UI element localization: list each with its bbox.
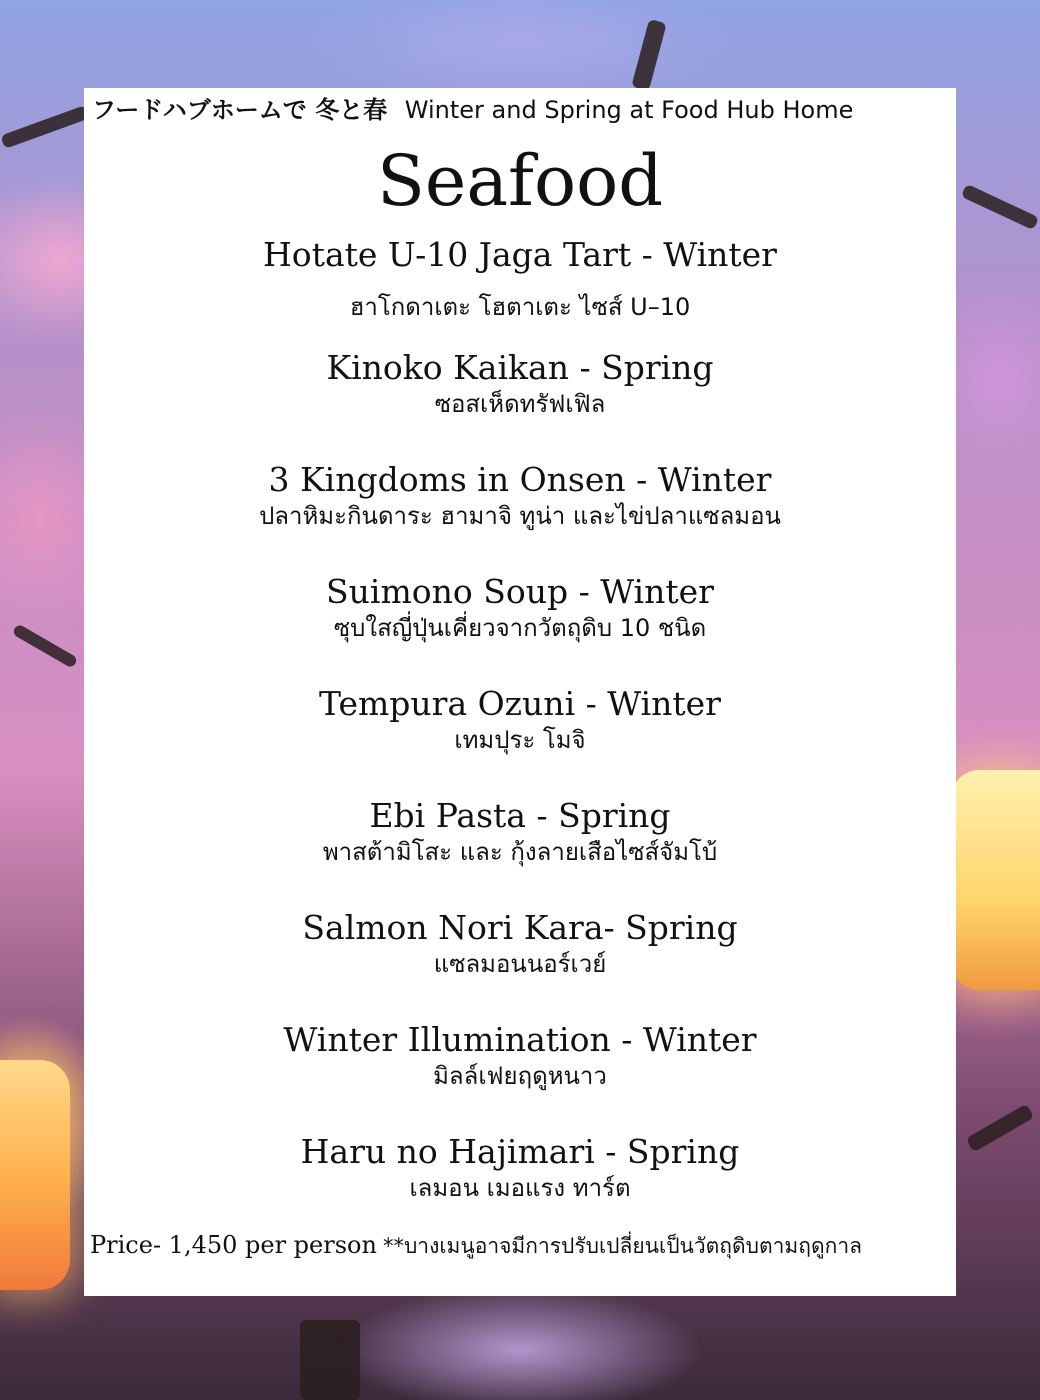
menu-item: [84, 908, 956, 980]
page-title: Seafood: [376, 140, 664, 222]
menu-item-description: ซุบใสญี่ปุ่นเคี่ยวจากวัตถุดิบ 10 ชนิด: [333, 614, 707, 642]
menu-item: [84, 572, 956, 644]
menu-item: [84, 235, 956, 323]
menu-item: [84, 796, 956, 868]
lantern-left-image: [0, 1060, 70, 1290]
header-english: Winter and Spring at Food Hub Home: [404, 96, 854, 124]
menu-item-name: Kinoko Kaikan - Spring: [326, 348, 714, 387]
menu-item-name: Winter Illumination - Winter: [283, 1020, 757, 1059]
menu-item-description: ฮาโกดาเตะ โฮตาเตะ ไซส์ U–10: [349, 293, 691, 321]
menu-item-description: มิลล์เฟยฤดูหนาว: [433, 1062, 607, 1090]
menu-item: [84, 460, 956, 532]
menu-item: [84, 348, 956, 420]
header-japanese: フードハブホームで 冬と春: [92, 96, 388, 124]
menu-item-description: ซอสเห็ดทรัฟเฟิล: [434, 390, 606, 418]
menu-item: [84, 1132, 956, 1204]
menu-item-description: พาสต้ามิโสะ และ กุ้งลายเสือไซส์จัมโบ้: [322, 838, 718, 866]
menu-footer: [90, 1230, 952, 1263]
seasonal-note: **บางเมนูอาจมีการปรับเปลี่ยนเป็นวัตถุดิบตามฤดูกาล: [382, 1234, 862, 1258]
price-text: Price- 1,450 per person: [90, 1231, 377, 1259]
menu-item-name: Suimono Soup - Winter: [326, 572, 714, 611]
menu-header: [92, 90, 950, 125]
menu-item-name: Hotate U-10 Jaga Tart - Winter: [263, 235, 777, 274]
lantern-right-image: [950, 770, 1040, 990]
menu-panel: [84, 88, 956, 1296]
menu-item-name: Tempura Ozuni - Winter: [319, 684, 721, 723]
menu-item-name: Salmon Nori Kara- Spring: [302, 908, 738, 947]
menu-item-description: เลมอน เมอแรง ทาร์ต: [409, 1174, 631, 1202]
menu-item-name: Ebi Pasta - Spring: [369, 796, 671, 835]
menu-item-name: Haru no Hajimari - Spring: [300, 1132, 740, 1171]
menu-item-description: ปลาหิมะกินดาระ ฮามาจิ ทูน่า และไข่ปลาแซลมอน: [259, 502, 781, 530]
menu-item: [84, 684, 956, 756]
menu-item-description: เทมปุระ โมจิ: [454, 726, 586, 754]
menu-item-name: 3 Kingdoms in Onsen - Winter: [268, 460, 772, 499]
menu-item: [84, 1020, 956, 1092]
menu-item-description: แซลมอนนอร์เวย์: [433, 950, 607, 978]
